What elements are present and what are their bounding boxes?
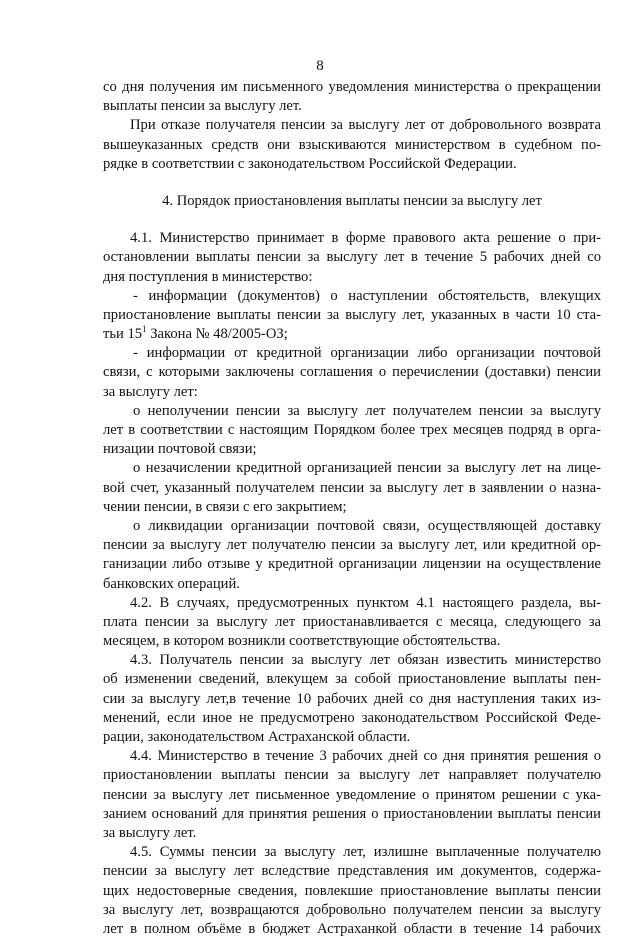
text-line: сии за выслугу лет,в течение 10 рабочих дней со дня наступления таких из-: [103, 690, 601, 707]
text-line: вой счет, указанный получателем пенсии за выслугу лет в заявлении о назна-: [103, 479, 601, 496]
text-line: рядке в соответствии с законодательством Российской Федерации.: [103, 155, 517, 172]
text-line: менений, если иное не предусмотрено законодательством Российской Феде-: [103, 709, 601, 726]
text-line: об изменении сведений, влекущем за собой приостановление выплаты пен-: [103, 671, 601, 688]
text-line: 4.5. Суммы пенсии за выслугу лет, излишне выплаченные получателю: [130, 844, 601, 861]
text-line: 4.1. Министерство принимает в форме правового акта решение о при-: [130, 230, 601, 247]
text-line: связи, с которыми заключены соглашения о перечислении (доставки) пенсии: [103, 364, 601, 381]
text-line: щих недостоверные сведения, повлекшие приостановление выплаты пенсии: [103, 882, 601, 899]
text-line: плата пенсии за выслугу лет приостанавливается с месяца, следующего за: [103, 613, 601, 630]
text-line: месяцем, в котором возникли соответствующие обстоятельства.: [103, 633, 501, 650]
document-body: [103, 78, 601, 939]
text-line: чении пенсии, в связи с его закрытием;: [103, 498, 347, 515]
text-line: пенсии за выслугу лет вследствие представления им документов, содержа-: [103, 863, 601, 880]
text-line: 4.3. Получатель пенсии за выслугу лет обязан известить министерство: [130, 652, 601, 669]
superscript: 1: [142, 324, 147, 335]
text-line: 4.2. В случаях, предусмотренных пунктом 4.1 настоящего раздела, вы-: [130, 594, 601, 611]
text-line: лет в соответствии с настоящим Порядком более трех месяцев подряд в орга-: [103, 422, 601, 438]
text-line: пенсии за выслугу лет письменное уведомление о принятом решении с ука-: [103, 786, 601, 803]
text-line: банковских операций.: [103, 575, 240, 592]
text-line: При отказе получателя пенсии за выслугу лет от добровольного возврата: [130, 117, 601, 134]
text-line: - информации (документов) о наступлении обстоятельств, влекущих: [133, 287, 601, 304]
text-line: за выслугу лет.: [103, 824, 197, 841]
text-line: дня поступления в министерство:: [103, 268, 313, 285]
text-line: о неполучении пенсии за выслугу лет получателем пенсии за выслугу: [133, 402, 601, 419]
text-line: тьи $15^1$ Закона № 48/2005-ОЗ;: [103, 324, 288, 343]
text-line: за выслугу лет:: [103, 383, 198, 400]
text-line: 4.4. Министерство в течение 3 рабочих дней со дня принятия решения о: [130, 748, 601, 765]
section-heading: 4. Порядок приостановления выплаты пенсии за выслугу лет: [162, 192, 542, 209]
text-line: низации почтовой связи;: [103, 441, 257, 458]
text-line: остановлении выплаты пенсии за выслугу лет в течение 5 рабочих дней со: [103, 249, 601, 266]
text-line: лет в полном объёме в бюджет Астраханкой области в течение 14 рабочих: [103, 920, 601, 937]
text-line: приостановлении выплаты пенсии за выслугу лет направляет получателю: [103, 767, 601, 784]
text-line: занием оснований для принятия решения о приостановлении выплаты пенсии: [103, 805, 601, 822]
text-line: приостановление выплаты пенсии за выслугу лет, указанных в части 10 ста-: [103, 306, 601, 323]
text-line: ганизации либо отзыве у кредитной организации лицензии на осуществление: [103, 556, 601, 573]
text-line: за выслугу лет, возвращаются добровольно получателем пенсии за выслугу: [103, 901, 601, 918]
text-line: вышеуказанных средств они взыскиваются министерством в судебном по-: [103, 136, 601, 153]
text-line: о ликвидации организации почтовой связи, осуществляющей доставку: [133, 517, 601, 534]
page-number: 8: [316, 58, 324, 74]
text-line: выплаты пенсии за выслугу лет.: [103, 98, 302, 115]
text-line: пенсии за выслугу лет получателю пенсии за выслугу лет, или кредитной ор-: [103, 537, 601, 554]
text-line: - информации от кредитной организации либо организации почтовой: [133, 345, 601, 362]
text-line: о незачислении кредитной организацией пенсии за выслугу лет на лице-: [133, 460, 601, 477]
text-line: рации, законодательством Астраханской области.: [103, 729, 411, 745]
text-line: со дня получения им письменного уведомления министерства о прекращении: [103, 79, 601, 95]
